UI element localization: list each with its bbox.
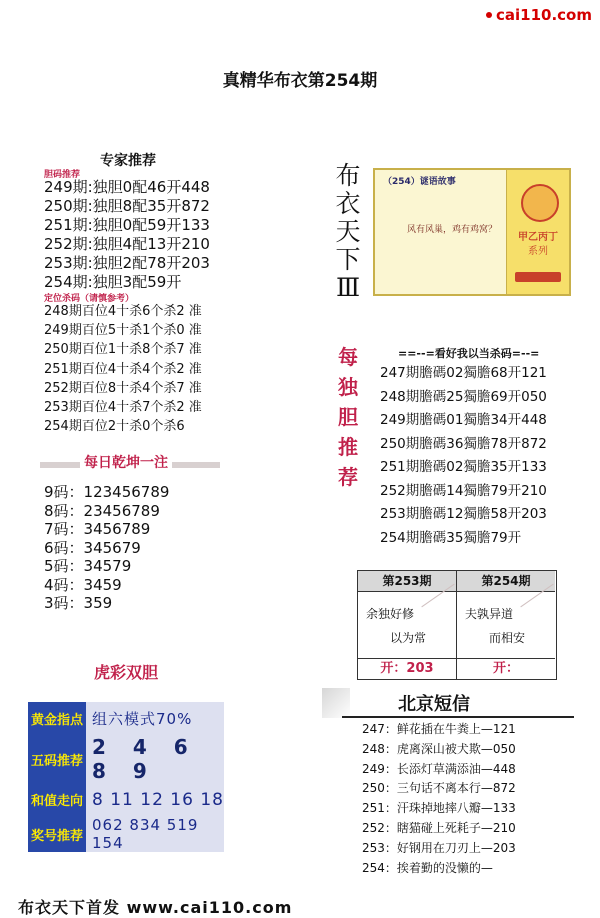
footer-text: 布衣天下首发 www.cai110.com (18, 898, 293, 917)
logo-dot-icon (486, 12, 492, 18)
vertical-char: Ⅲ (335, 273, 361, 302)
box-left-head: 第253期 (358, 571, 456, 592)
expert-predictions (44, 178, 210, 292)
panel-subtitle: 系列 (528, 246, 548, 257)
position-item: 248期百位4十杀6个杀2 准 (44, 304, 202, 319)
vertical-char: 衣 (335, 189, 361, 218)
beijing-item: 248：虎离深山被犬欺—050 (362, 741, 516, 756)
beijing-heading: 北京短信 (398, 694, 470, 715)
dan-item: 249期膽碼01獨膽34开448 (380, 412, 547, 428)
code-item: 8码：23456789 (44, 501, 160, 520)
dan-item: 250期膽碼36獨膽78开872 (380, 435, 547, 452)
row-label: 和值走向 (28, 783, 86, 816)
vertical-char: 胆 (338, 405, 358, 429)
code-item: 7码：3456789 (44, 520, 151, 538)
beijing-item: 254：挨着勤的没懒的— (362, 860, 493, 875)
tiger-table (28, 702, 224, 852)
beijing-item: 251：汗珠掉地摔八瓣—133 (362, 801, 516, 816)
table-row (28, 735, 224, 783)
daily-codes (44, 483, 169, 613)
box-left-foot: 开：203 (358, 658, 456, 679)
mascot-icon (521, 184, 559, 222)
position-item: 251期百位4十杀4个杀2 准 (44, 361, 202, 377)
dan-heading-text: ==--=看好我以当杀码=--= (398, 347, 540, 360)
row-value: 组六模式70% (86, 702, 224, 735)
beijing-list (362, 720, 516, 878)
prediction-item: 249期:独胆0配46开448 (44, 178, 210, 196)
stamp-icon (515, 272, 561, 282)
code-item: 9码：123456789 (44, 483, 170, 501)
tiger-heading: 虎彩双胆 (94, 663, 159, 682)
dan-item: 251期膽碼02獨膽35开133 (380, 459, 547, 475)
beijing-item: 249：长添灯草满添油—448 (362, 761, 516, 776)
story-caption: （254）谜语故事 (383, 177, 456, 187)
position-kill-list (44, 302, 202, 436)
position-kill-label: 定位杀码（请慎参考） (44, 294, 135, 304)
prediction-item: 254期:独胆3配59开 (44, 273, 182, 291)
box-right-column (457, 571, 555, 679)
expert-heading: 专家推荐 (100, 153, 156, 169)
box-right-foot: 开： (457, 658, 555, 679)
vertical-char: 下 (335, 245, 361, 274)
row-value: 8 11 12 16 18 (86, 783, 224, 816)
position-item: 249期百位5十杀1个杀0 准 (44, 323, 202, 339)
table-row (28, 783, 224, 816)
vertical-char: 天 (335, 217, 361, 246)
dan-item: 248期膽碼25獨膽69开050 (380, 388, 547, 405)
riddle-compare-box (357, 570, 557, 680)
dan-item: 253期膽碼12獨膽58开203 (380, 506, 547, 522)
box-left-line1: 余独好修 (366, 607, 415, 621)
dan-item: 247期膽碼02獨膽68开121 (380, 365, 547, 381)
position-item: 253期百位4十杀7个杀2 准 (44, 400, 202, 416)
vertical-title (334, 162, 362, 302)
table-row (28, 816, 224, 852)
corner-shade (322, 688, 350, 718)
riddle-story-banner (373, 168, 571, 296)
prediction-item: 250期:独胆8配35开872 (44, 197, 210, 215)
box-right-line1: 夫孰异道 (465, 607, 514, 621)
vertical-char: 独 (338, 375, 358, 399)
position-item: 254期百位2十杀0个杀6 (44, 419, 185, 435)
daily-heading-bar (40, 452, 220, 471)
site-logo-text: cai110.com (496, 6, 592, 24)
row-label: 奖号推荐 (28, 816, 86, 852)
code-item: 6码：345679 (44, 538, 141, 557)
box-left-column (358, 571, 457, 679)
vertical-char: 推 (338, 435, 358, 459)
dan-heading (398, 345, 539, 361)
vertical-char: 每 (338, 345, 358, 369)
row-value: 062 834 519 154 (86, 816, 224, 852)
daily-heading: 每日乾坤一注 (80, 452, 172, 472)
dan-item: 252期膽碼14獨膽79开210 (380, 482, 547, 499)
code-item: 5码：34579 (44, 557, 132, 575)
prediction-item: 251期:独胆0配59开133 (44, 216, 210, 234)
beijing-item: 252：瞎猫碰上死耗子—210 (362, 820, 516, 835)
beijing-item: 247：鲜花插在牛粪上—121 (362, 722, 516, 736)
dan-recommend-label: 胆码推荐 (44, 170, 81, 180)
position-item: 252期百位8十杀4个杀7 准 (44, 380, 202, 396)
dan-list (380, 362, 547, 550)
beijing-item: 253：好钢用在刀刃上—203 (362, 840, 516, 855)
row-label: 黄金指点 (28, 702, 86, 735)
code-item: 3码：359 (44, 594, 113, 612)
box-left-line2: 以为常 (390, 631, 427, 645)
vertical-char: 荐 (338, 465, 358, 489)
table-row (28, 702, 224, 735)
panel-title: 甲乙丙丁 (518, 232, 558, 243)
box-right-line2: 而相安 (489, 631, 526, 645)
dan-vertical-label (336, 342, 360, 492)
code-item: 4码：3459 (44, 575, 122, 594)
row-value: 2 4 6 8 9 (86, 735, 224, 783)
page-title: 真精华布衣第254期 (222, 71, 378, 91)
vertical-char: 布 (335, 161, 361, 190)
row-label: 五码推荐 (28, 735, 86, 783)
prediction-item: 253期:独胆2配78开203 (44, 254, 210, 272)
beijing-item: 250：三句话不离本行—872 (362, 781, 516, 796)
dan-item: 254期膽碼35獨膽79开 (380, 529, 522, 546)
story-text: 风有风巢，鸡有鸡窝？ (407, 225, 498, 235)
box-right-head: 第254期 (457, 571, 555, 592)
site-logo[interactable] (486, 6, 592, 24)
beijing-divider (342, 716, 574, 718)
position-item: 250期百位1十杀8个杀7 准 (44, 342, 202, 358)
story-side-panel (506, 170, 569, 294)
prediction-item: 252期:独胆4配13开210 (44, 235, 210, 253)
